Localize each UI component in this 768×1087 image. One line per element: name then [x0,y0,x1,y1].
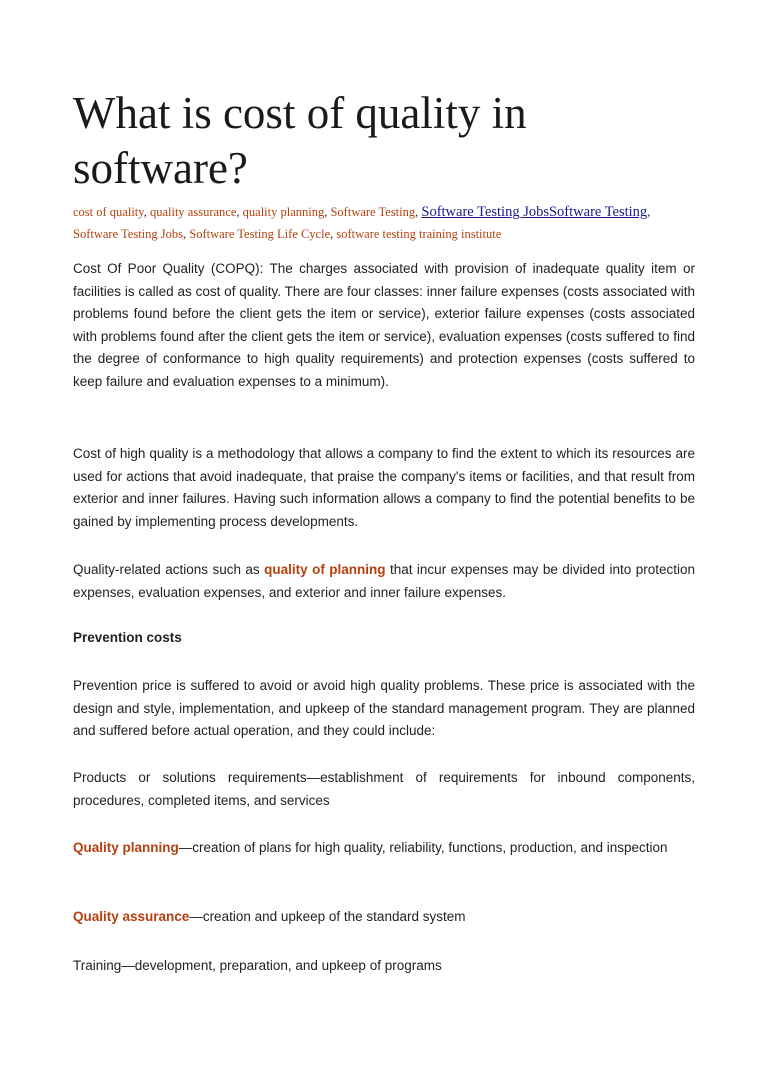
tag-separator: , [647,205,651,219]
paragraph-quality-planning [73,837,695,860]
section-heading-prevention-costs: Prevention costs [73,630,182,645]
tag-separator: , [330,227,337,241]
paragraph-text: Quality-related actions such as [73,562,265,577]
paragraph-prevention-price: Prevention price is suffered to avoid or avoid high quality problems. These price is associated with the design and style, implementation, and upkeep of the standard management program. They are planned and suffered before actual operation, and they could include: [73,678,695,738]
tag-separator: , [236,205,243,219]
paragraph-quality-actions [73,559,695,604]
tag-link[interactable]: software testing training institute [336,227,502,241]
paragraph-text: —creation and upkeep of the standard system [189,909,466,924]
tag-link[interactable]: quality assurance [149,205,237,219]
quality-planning-link[interactable]: Quality planning [73,840,179,855]
tag-list [73,201,695,245]
quality-of-planning-link[interactable]: quality of planning [264,562,386,577]
paragraph-text: that incur expenses may be divided into protection expenses, evaluation expenses, and exterior and inner failure expenses. [73,562,695,600]
paragraph-text: —creation of plans for high quality, reliability, functions, production, and inspection [178,840,668,855]
tag-link[interactable]: Software Testing [330,205,416,219]
paragraph-quality-assurance [73,906,695,929]
tag-separator: , [415,205,422,219]
paragraph-cost-of-quality: Cost of high quality is a methodology that allows a company to find the extent to which its resources are used for actions that avoid inadequate, that praise the company's items or facilities, and that result from exterior and inner failures. Having such information allows a company to find the potential benefits to be gained by implementing process developments. [73,446,695,529]
tag-separator: , [324,205,331,219]
tag-link[interactable]: cost of quality [73,205,144,219]
paragraph-requirements: Products or solutions requirements—establishment of requirements for inbound components, procedures, completed items, and services [73,770,695,808]
tag-separator: , [143,205,150,219]
tag-separator: , [183,227,190,241]
page-title: What is cost of quality in software? [73,88,527,193]
tag-link[interactable]: Software Testing Life Cycle [189,227,331,241]
paragraph-training: Training—development, preparation, and upkeep of programs [73,958,442,973]
quality-assurance-link[interactable]: Quality assurance [73,909,190,924]
tag-link-highlighted[interactable]: Software Testing JobsSoftware Testing [421,204,648,220]
tag-link[interactable]: Software Testing Jobs [73,227,183,241]
tag-link[interactable]: quality planning [242,205,325,219]
paragraph-copq: Cost Of Poor Quality (COPQ): The charges associated with provision of inadequate quality item or facilities is called as cost of quality. There are four classes: inner failure expenses (costs associated with problems found before the client gets the item or service), exterior failure expenses (costs associated with problems found after the client gets the item or service), evaluation expenses (costs suffered to find the degree of conformance to high quality requirements) and protection expenses (costs suffered to keep failure and evaluation expenses to a minimum). [73,261,695,389]
